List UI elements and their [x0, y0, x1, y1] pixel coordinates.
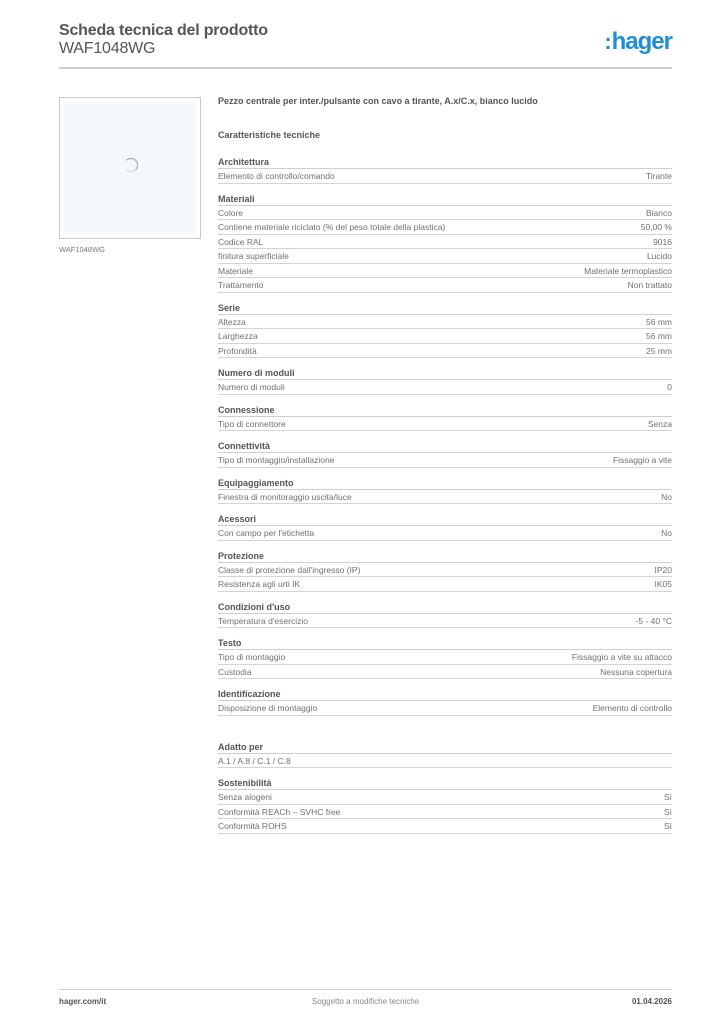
spec-value: Senza — [647, 418, 672, 429]
group-title: Sostenibilità — [218, 777, 672, 790]
spec-label: Materiale — [218, 265, 253, 276]
spec-label: Finestra di monitoraggio uscita/luce — [218, 491, 352, 502]
logo-colon: : — [604, 29, 611, 54]
spec-label: Tipo di connettore — [218, 418, 286, 429]
spec-value: 56 mm — [646, 331, 672, 341]
spec-row — [218, 206, 672, 221]
spec-label: Profondità — [218, 345, 257, 356]
spec-value: 25 mm — [646, 345, 672, 356]
spec-row — [218, 665, 672, 680]
spec-group — [218, 404, 672, 432]
spec-value: 0 — [667, 382, 672, 392]
spec-value: IP20 — [654, 564, 672, 575]
spec-group — [218, 440, 672, 468]
group-title: Testo — [218, 637, 672, 650]
website-link[interactable]: hager.com/it — [59, 997, 107, 1006]
spec-value: Nessuna copertura — [600, 666, 672, 677]
spec-label: Tipo di montaggio — [218, 652, 286, 662]
spec-group — [218, 302, 672, 359]
spec-row — [218, 614, 672, 629]
spec-row — [218, 315, 672, 330]
group-title: Protezione — [218, 550, 672, 563]
spec-row — [218, 453, 672, 468]
group-title: Numero di moduli — [218, 367, 672, 380]
spec-label: Temperatura d'esercizio — [218, 615, 308, 626]
product-image — [59, 97, 201, 239]
spec-label: Resistenza agli urti IK — [218, 579, 301, 589]
group-title: Identificazione — [218, 688, 672, 701]
spec-value: Lucido — [646, 251, 672, 261]
group-title: Connettività — [218, 440, 672, 453]
spec-row — [218, 805, 672, 820]
page-header — [59, 20, 672, 70]
group-title: Connessione — [218, 404, 672, 417]
spec-group — [218, 513, 672, 541]
spec-value: Fissaggio a vite — [612, 455, 672, 465]
spec-group — [218, 477, 672, 505]
header-divider — [59, 67, 672, 69]
group-title: Acessori — [218, 513, 672, 526]
image-caption: WAF1048WG — [59, 245, 105, 254]
footer-divider — [59, 989, 672, 990]
spec-group — [218, 601, 672, 629]
spec-value: No — [661, 491, 672, 502]
spec-label: Colore — [218, 207, 244, 218]
spec-label: Senza alogeni — [218, 792, 272, 802]
spec-groups — [218, 156, 672, 716]
spec-label: Numero di moduli — [218, 382, 285, 392]
group-title: Architettura — [218, 156, 672, 169]
spec-group — [218, 156, 672, 184]
spec-row — [218, 526, 672, 541]
technical-features-heading: Caratteristiche tecniche — [218, 130, 321, 140]
spec-group — [218, 193, 672, 293]
spec-row — [218, 278, 672, 293]
spec-value: A.1 / A.8 / C.1 / C.8 — [218, 755, 291, 766]
spec-row — [218, 650, 672, 665]
suitable-for-group — [218, 741, 672, 769]
spec-value: 56 mm — [646, 316, 672, 327]
spec-value: Tirante — [645, 171, 672, 181]
cable-hole-graphic — [124, 158, 138, 172]
spec-row — [218, 380, 672, 395]
spec-row — [218, 417, 672, 432]
spec-row — [218, 563, 672, 578]
group-title: Serie — [218, 302, 672, 315]
spec-value: Non trattato — [627, 280, 672, 290]
spec-label: finitura superficiale — [218, 251, 289, 261]
spec-row — [218, 220, 672, 235]
spec-label: Conformità REACh – SVHC free — [218, 806, 341, 817]
spacer — [218, 725, 672, 741]
spec-label: Contiene materiale riciclato (% del peso totale della plastica) — [218, 222, 446, 232]
spec-label: Custodia — [218, 666, 252, 677]
spec-value: Fissaggio a vite su attacco — [571, 652, 672, 662]
spec-value: Sì — [663, 821, 672, 831]
spec-value: No — [661, 528, 672, 538]
spec-row — [218, 264, 672, 279]
spec-value: Sì — [663, 806, 672, 817]
spec-label: Disposizione di montaggio — [218, 703, 318, 713]
spec-row — [218, 490, 672, 505]
spec-value: Sì — [663, 792, 672, 802]
sustainability-group — [218, 777, 672, 834]
spec-group — [218, 367, 672, 395]
spec-row — [218, 754, 672, 769]
spec-value: -5 - 40 °C — [635, 615, 672, 626]
group-title: Equipaggiamento — [218, 477, 672, 490]
product-plate-graphic — [64, 102, 196, 234]
spec-value: 9016 — [653, 236, 672, 247]
spec-row — [218, 249, 672, 264]
spec-value: IK05 — [654, 579, 672, 589]
spec-content — [218, 96, 672, 843]
spec-label: Codice RAL — [218, 236, 264, 247]
spec-label: Larghezza — [218, 331, 258, 341]
spec-label: Con campo per l'etichetta — [218, 528, 315, 538]
spec-label: Conformità ROHS — [218, 821, 287, 831]
hager-logo — [604, 28, 672, 56]
footer-date: 01.04.2026 — [631, 997, 672, 1006]
page-footer — [59, 997, 672, 1009]
spec-value: Materiale termoplastico — [584, 265, 672, 276]
logo-text: hager — [611, 28, 672, 55]
spec-group — [218, 637, 672, 679]
spec-label: Elemento di controllo/comando — [218, 171, 335, 181]
spec-row — [218, 329, 672, 344]
product-code: WAF1048WG — [59, 40, 156, 57]
document-title: Scheda tecnica del prodotto — [59, 22, 268, 39]
spec-label: Classe di protezione dall'ingresso (IP) — [218, 564, 361, 575]
group-title: Condizioni d'uso — [218, 601, 672, 614]
spec-row — [218, 701, 672, 716]
spec-group — [218, 688, 672, 716]
spec-value: Bianco — [646, 207, 672, 218]
spec-label: Trattamento — [218, 280, 264, 290]
spec-row — [218, 169, 672, 184]
spec-row — [218, 577, 672, 592]
spec-row — [218, 344, 672, 359]
footer-note: Soggetto a modifiche tecniche — [311, 997, 420, 1006]
group-title: Adatto per — [218, 741, 672, 754]
spec-label: Altezza — [218, 316, 246, 327]
spec-row — [218, 235, 672, 250]
spec-group — [218, 550, 672, 592]
spec-row — [218, 790, 672, 805]
spec-label: Tipo di montaggio/installazione — [218, 455, 335, 465]
spec-value: 50,00 % — [640, 222, 672, 232]
group-title: Materiali — [218, 193, 672, 206]
product-description: Pezzo centrale per inter./pulsante con cavo a tirante, A.x/C.x, bianco lucido — [218, 96, 538, 106]
spec-row — [218, 819, 672, 834]
spec-value: Elemento di controllo — [592, 703, 672, 713]
